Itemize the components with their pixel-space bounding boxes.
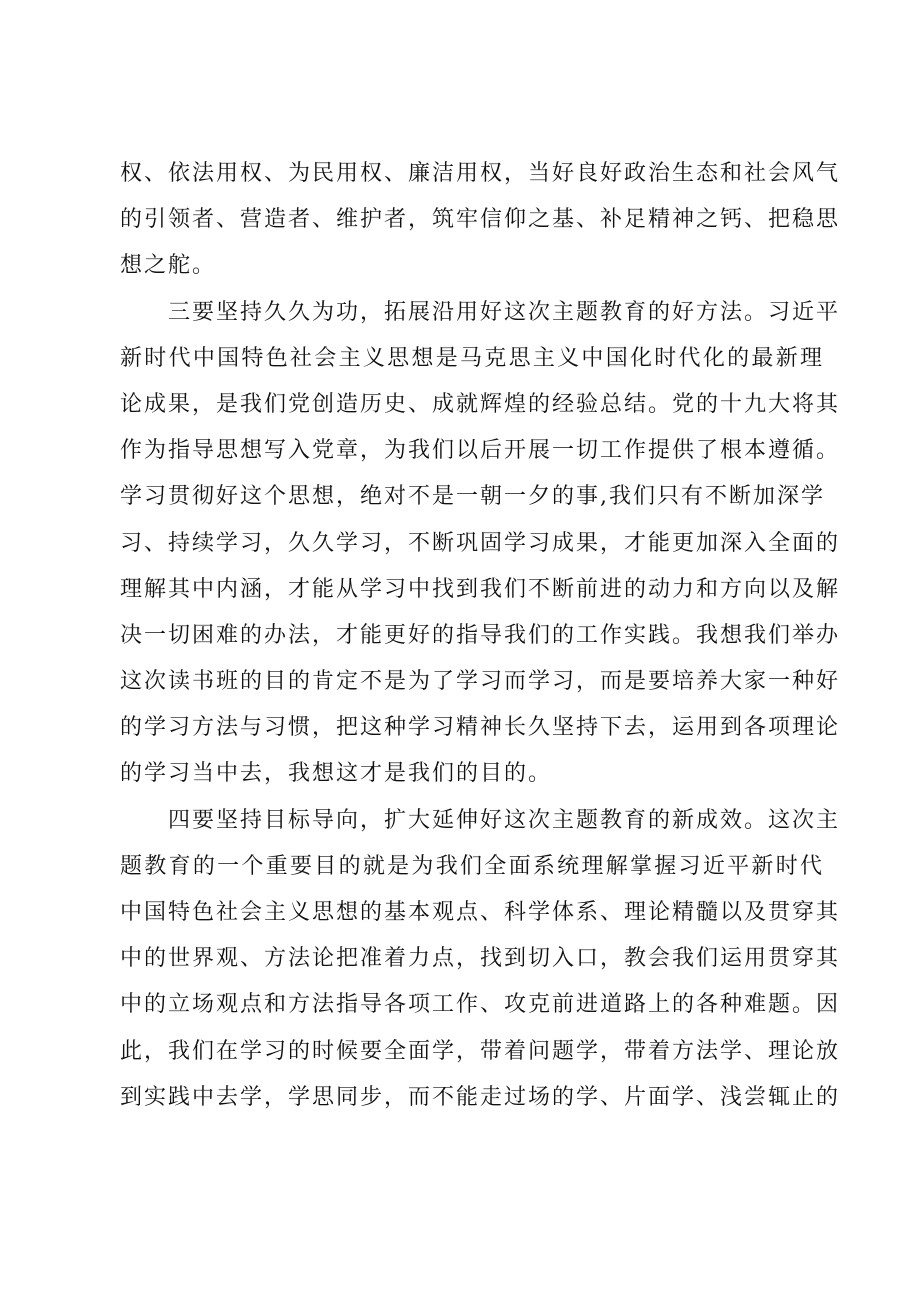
text-line: 新时代中国特色社会主义思想是马克思主义中国化时代化的最新理 (120, 345, 824, 371)
text-line: 中国特色社会主义思想的基本观点、科学体系、理论精髓以及贯穿其 (120, 900, 841, 925)
text-line: 想之舵。 (120, 253, 217, 279)
text-line: 四要坚持目标导向，扩大延伸好这次主题教育的新成效。这次主 (168, 807, 841, 833)
text-line: 中的世界观、方法论把准着力点，找到切入口，教会我们运用贯穿其 (120, 946, 841, 972)
text-line: 的学习当中去，我想这才是我们的目的。 (120, 761, 553, 787)
document-body (120, 151, 841, 1121)
text-line: 中的立场观点和方法指导各项工作、攻克前进道路上的各种难题。因 (120, 992, 841, 1018)
text-line: 习、持续学习，久久学习，不断巩固学习成果，才能更加深入全面的 (120, 530, 841, 556)
text-line: 论成果，是我们党创造历史、成就辉煌的经验总结。党的十九大将其 (120, 391, 841, 417)
text-line: 权、依法用权、为民用权、廉洁用权，当好良好政治生态和社会风气 (120, 161, 841, 186)
paragraph-1 (120, 151, 841, 290)
text-line: 的学习方法与习惯，把这种学习精神长久坚持下去，运用到各项理论 (120, 715, 841, 741)
paragraph-3 (120, 798, 841, 1121)
text-line: 作为指导思想写入党章，为我们以后开展一切工作提供了根本遵循。 (120, 438, 841, 464)
text-line: 此，我们在学习的时候要全面学，带着问题学，带着方法学、理论放 (120, 1038, 841, 1064)
text-line: 学习贯彻好这个思想，绝对不是一朝一夕的事,我们只有不断加深学 (120, 484, 825, 510)
text-line: 三要坚持久久为功，拓展沿用好这次主题教育的好方法。习近平 (168, 299, 841, 325)
text-line: 理解其中内涵，才能从学习中找到我们不断前进的动力和方向以及解 (120, 576, 841, 602)
text-line: 题教育的一个重要目的就是为我们全面系统理解掌握习近平新时代 (120, 853, 824, 879)
text-line: 这次读书班的目的肯定不是为了学习而学习，而是要培养大家一种好 (120, 669, 841, 695)
text-line: 到实践中去学，学思同步，而不能走过场的学、片面学、浅尝辄止的 (120, 1084, 841, 1110)
text-line: 决一切困难的办法，才能更好的指导我们的工作实践。我想我们举办 (120, 622, 841, 648)
paragraph-2 (120, 290, 841, 798)
text-line: 的引领者、营造者、维护者，筑牢信仰之基、补足精神之钙、把稳思 (120, 207, 841, 233)
